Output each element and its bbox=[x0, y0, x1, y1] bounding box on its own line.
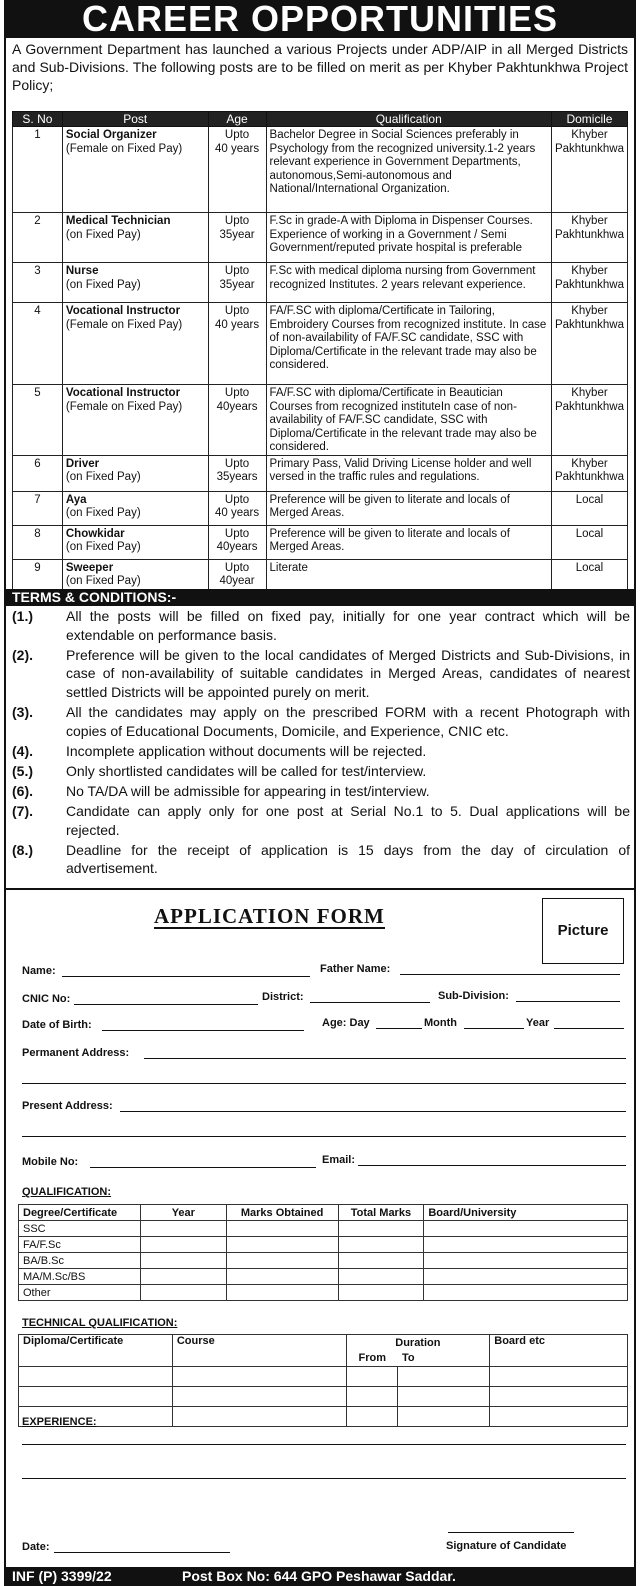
post-age-upto: Upto bbox=[224, 561, 250, 574]
post-age-upto: Upto bbox=[224, 305, 250, 317]
post-age-value: 40year bbox=[219, 575, 255, 587]
name-label: Name: bbox=[22, 965, 56, 977]
post-pay: (on Fixed Pay) bbox=[65, 575, 141, 587]
tech-row[interactable] bbox=[19, 1407, 628, 1427]
sub-division-field[interactable] bbox=[516, 1001, 620, 1002]
post-qualification: FA/F.SC with diploma/Certificate in Tailoring, Embroidery Courses from recognized institute. In case of non-availability of FA/F.SC candidate, SSC with Diploma/Certificate in the relevant trade may also be considered. bbox=[266, 303, 551, 385]
post-age bbox=[208, 559, 266, 591]
qualification-degree: Other bbox=[19, 1285, 141, 1301]
post-pay: (on Fixed Pay) bbox=[65, 471, 141, 483]
post-domicile: Khyber Pakhtunkhwa bbox=[551, 385, 627, 456]
post-row bbox=[13, 263, 628, 303]
post-sno: 6 bbox=[13, 455, 63, 491]
term-text: No TA/DA will be admissible for appearing in test/interview. bbox=[66, 782, 430, 799]
post-pay: (Female on Fixed Pay) bbox=[65, 400, 183, 413]
post-name: Vocational Instructor bbox=[65, 305, 181, 317]
qual-col-year: Year bbox=[140, 1205, 226, 1221]
age-year-field[interactable] bbox=[554, 1028, 624, 1029]
term-item bbox=[12, 841, 630, 878]
term-number: (3). bbox=[12, 703, 33, 720]
age-month-field[interactable] bbox=[464, 1028, 524, 1029]
term-text: All the candidates may apply on the prescribed FORM with a recent Photograph with copies of Educational Documents, Domicile, and Experience, CNIC etc. bbox=[66, 703, 630, 739]
term-item bbox=[12, 703, 630, 740]
post-domicile: Khyber Pakhtunkhwa bbox=[551, 303, 627, 385]
sub-division-label: Sub-Division: bbox=[438, 990, 509, 1002]
tech-col-board: Board etc bbox=[490, 1335, 628, 1367]
post-age bbox=[208, 127, 266, 213]
father-name-field[interactable] bbox=[400, 974, 620, 975]
post-cell bbox=[62, 385, 208, 456]
qualification-row[interactable] bbox=[19, 1221, 628, 1237]
post-row bbox=[13, 213, 628, 263]
col-domicile: Domicile bbox=[551, 112, 627, 127]
term-item bbox=[12, 646, 630, 702]
technical-table bbox=[18, 1334, 628, 1427]
post-qualification: F.Sc with medical diploma nursing from Government recognized Institutes. 2 years relevant experience. bbox=[266, 263, 551, 303]
experience-line-2[interactable] bbox=[22, 1478, 626, 1479]
email-field[interactable] bbox=[358, 1165, 626, 1166]
post-age-value: 35year bbox=[219, 278, 255, 291]
qualification-row[interactable] bbox=[19, 1285, 628, 1301]
date-field[interactable] bbox=[54, 1552, 230, 1553]
footer-ref: INF (P) 3399/22 bbox=[12, 1568, 112, 1584]
tech-col-diploma: Diploma/Certificate bbox=[19, 1335, 173, 1367]
term-item bbox=[12, 802, 630, 839]
signature-field[interactable] bbox=[448, 1532, 574, 1533]
col-sno: S. No bbox=[13, 112, 63, 127]
tech-row[interactable] bbox=[19, 1387, 628, 1407]
qualification-row[interactable] bbox=[19, 1237, 628, 1253]
post-age-value: 35years bbox=[216, 471, 258, 483]
post-age bbox=[208, 303, 266, 385]
post-pay: (on Fixed Pay) bbox=[65, 541, 141, 553]
cnic-label: CNIC No: bbox=[22, 993, 71, 1005]
permanent-address-label: Permanent Address: bbox=[22, 1047, 130, 1059]
qualification-degree: FA/F.Sc bbox=[19, 1237, 141, 1253]
post-age-upto: Upto bbox=[224, 265, 250, 277]
post-qualification: FA/F.SC with diploma/Certificate in Beautician Courses from recognized instituteIn case of non-availability of FA/F.SC candidate, SSC with Diploma/Certificate in the relevant trade may also be considered. bbox=[266, 385, 551, 456]
post-pay: (on Fixed Pay) bbox=[65, 507, 141, 519]
term-number: (4). bbox=[12, 742, 33, 759]
post-domicile: Khyber Pakhtunkhwa bbox=[551, 213, 627, 263]
term-number: (1.) bbox=[12, 608, 33, 624]
post-sno: 1 bbox=[13, 127, 63, 213]
posts-table bbox=[12, 111, 628, 592]
post-cell bbox=[62, 263, 208, 303]
post-cell bbox=[62, 127, 208, 213]
term-text: Candidate can apply only for one post at Serial No.1 to 5. Dual applications will be rejected. bbox=[66, 802, 630, 838]
post-row bbox=[13, 385, 628, 456]
post-age-value: 35year bbox=[219, 228, 255, 241]
term-number: (6). bbox=[12, 782, 33, 799]
post-name: Medical Technician bbox=[65, 215, 171, 227]
tech-row[interactable] bbox=[19, 1367, 628, 1387]
post-age bbox=[208, 525, 266, 559]
picture-box[interactable]: Picture bbox=[542, 898, 624, 964]
post-qualification: F.Sc in grade-A with Diploma in Dispenser Courses. Experience of working in a Government / Semi Government/reputed private hospital is preferable bbox=[266, 213, 551, 263]
post-row bbox=[13, 303, 628, 385]
post-sno: 8 bbox=[13, 525, 63, 559]
terms-heading: TERMS & CONDITIONS:- bbox=[6, 589, 634, 606]
post-age bbox=[208, 385, 266, 456]
post-sno: 7 bbox=[13, 491, 63, 525]
post-qualification: Preference will be given to literate and locals of Merged Areas. bbox=[266, 525, 551, 559]
father-name-label: Father Name: bbox=[320, 963, 391, 975]
post-domicile: Local bbox=[551, 491, 627, 525]
qualification-heading: QUALIFICATION: bbox=[22, 1186, 112, 1198]
post-name: Social Organizer bbox=[65, 129, 157, 141]
post-name: Aya bbox=[65, 493, 87, 506]
post-domicile: Khyber Pakhtunkhwa bbox=[551, 263, 627, 303]
term-number: (8.) bbox=[12, 841, 33, 858]
term-text: Only shortlisted candidates will be called for test/interview. bbox=[66, 762, 427, 779]
post-age-upto: Upto bbox=[224, 457, 250, 470]
post-age-upto: Upto bbox=[224, 493, 250, 506]
permanent-address-field[interactable] bbox=[144, 1058, 626, 1059]
advertisement-page bbox=[4, 0, 636, 1586]
post-age-value: 40years bbox=[216, 541, 258, 553]
post-name: Driver bbox=[65, 457, 100, 470]
term-text: Deadline for the receipt of application is 15 days from the day of circulation of advertisement. bbox=[66, 841, 630, 877]
post-pay: (on Fixed Pay) bbox=[65, 278, 141, 291]
post-sno: 9 bbox=[13, 559, 63, 591]
post-age bbox=[208, 213, 266, 263]
qual-col-board: Board/University bbox=[424, 1205, 628, 1221]
qual-col-total: Total Marks bbox=[338, 1205, 424, 1221]
age-month-label: Month bbox=[424, 1017, 457, 1029]
footer-bar bbox=[6, 1567, 634, 1586]
post-cell bbox=[62, 491, 208, 525]
form-title: APPLICATION FORM bbox=[154, 904, 385, 928]
qualification-table bbox=[18, 1204, 628, 1301]
post-age bbox=[208, 263, 266, 303]
post-pay: (on Fixed Pay) bbox=[65, 228, 141, 241]
dob-field[interactable] bbox=[102, 1030, 304, 1031]
post-pay: (Female on Fixed Pay) bbox=[65, 142, 183, 155]
qualification-row[interactable] bbox=[19, 1269, 628, 1285]
col-qualification: Qualification bbox=[266, 112, 551, 127]
term-item bbox=[12, 782, 630, 801]
post-row bbox=[13, 455, 628, 491]
term-number: (5.) bbox=[12, 762, 33, 779]
district-field[interactable] bbox=[310, 1002, 430, 1003]
post-name: Vocational Instructor bbox=[65, 387, 181, 399]
present-address-label: Present Address: bbox=[22, 1100, 113, 1112]
date-label: Date: bbox=[22, 1541, 50, 1553]
post-name: Sweeper bbox=[65, 561, 114, 574]
post-age-upto: Upto bbox=[224, 387, 250, 399]
post-age bbox=[208, 491, 266, 525]
post-age-upto: Upto bbox=[224, 527, 250, 540]
term-number: (7). bbox=[12, 802, 33, 819]
post-age-value: 40 years bbox=[215, 318, 260, 331]
signature-label: Signature of Candidate bbox=[446, 1540, 567, 1552]
age-year-label: Year bbox=[526, 1017, 550, 1029]
post-cell bbox=[62, 213, 208, 263]
term-item bbox=[12, 742, 630, 761]
post-row bbox=[13, 525, 628, 559]
post-domicile: Khyber Pakhtunkhwa bbox=[551, 455, 627, 491]
term-number: (2). bbox=[12, 646, 33, 663]
mobile-label: Mobile No: bbox=[22, 1156, 79, 1168]
col-post: Post bbox=[62, 112, 208, 127]
term-item bbox=[12, 607, 630, 644]
post-age-value: 40years bbox=[216, 400, 258, 413]
district-label: District: bbox=[262, 991, 304, 1003]
term-text: Preference will be given to the local candidates of Merged Districts and Sub-Divisions, in case of non-availability of suitable candidates in Merged Areas, candidates of nearest settled Districts will be appointed purely on merit. bbox=[66, 646, 630, 700]
present-address-field[interactable] bbox=[120, 1111, 626, 1112]
permanent-address-line2[interactable] bbox=[22, 1083, 626, 1084]
post-qualification: Primary Pass, Valid Driving License holder and well versed in the traffic rules and regulations. bbox=[266, 455, 551, 491]
experience-line-1[interactable] bbox=[22, 1444, 626, 1445]
post-age-value: 40 years bbox=[215, 507, 260, 519]
post-sno: 4 bbox=[13, 303, 63, 385]
qualification-row[interactable] bbox=[19, 1253, 628, 1269]
cnic-field[interactable] bbox=[74, 1004, 258, 1005]
name-field[interactable] bbox=[62, 976, 310, 977]
email-label: Email: bbox=[322, 1154, 356, 1166]
posts-table-header bbox=[13, 112, 628, 127]
post-age bbox=[208, 455, 266, 491]
post-cell bbox=[62, 559, 208, 591]
footer-address: Post Box No: 644 GPO Peshawar Saddar. bbox=[182, 1568, 456, 1584]
term-text: All the posts will be filled on fixed pay, initially for one year contract which will be extendable on performance basis. bbox=[66, 608, 630, 643]
post-row bbox=[13, 127, 628, 213]
post-name: Nurse bbox=[65, 265, 99, 277]
post-cell bbox=[62, 455, 208, 491]
tech-col-from: From bbox=[346, 1351, 398, 1367]
term-text: Incomplete application without documents will be rejected. bbox=[66, 742, 427, 759]
term-item bbox=[12, 762, 630, 781]
tech-col-course: Course bbox=[172, 1335, 346, 1367]
col-age: Age bbox=[208, 112, 266, 127]
post-age-value: 40 years bbox=[215, 142, 260, 155]
experience-heading: EXPERIENCE: bbox=[22, 1416, 97, 1428]
post-qualification: Bachelor Degree in Social Sciences preferably in Psychology from the recognized university.1-2 years relevant experience in Government Departments, autonomous,Semi-autonomous and National/International Organization. bbox=[266, 127, 551, 213]
post-row bbox=[13, 491, 628, 525]
post-age-upto: Upto bbox=[224, 129, 250, 141]
qual-col-degree: Degree/Certificate bbox=[19, 1205, 141, 1221]
tech-col-to: To bbox=[398, 1351, 490, 1367]
dob-label: Date of Birth: bbox=[22, 1019, 92, 1031]
technical-heading: TECHNICAL QUALIFICATION: bbox=[22, 1317, 178, 1329]
post-pay: (Female on Fixed Pay) bbox=[65, 318, 183, 331]
age-day-field[interactable] bbox=[376, 1028, 422, 1029]
qualification-degree: SSC bbox=[19, 1221, 141, 1237]
post-row bbox=[13, 559, 628, 591]
post-name: Chowkidar bbox=[65, 527, 125, 540]
post-sno: 5 bbox=[13, 385, 63, 456]
age-day-label: Age: Day bbox=[322, 1017, 370, 1029]
post-domicile: Local bbox=[551, 525, 627, 559]
post-sno: 3 bbox=[13, 263, 63, 303]
post-domicile: Local bbox=[551, 559, 627, 591]
intro-text: A Government Department has launched a various Projects under ADP/AIP in all Merged Districts and Sub-Divisions. The following posts are to be filled on merit as per Khyber Pakhtunkhwa Project Policy; bbox=[12, 41, 628, 93]
qualification-degree: BA/B.Sc bbox=[19, 1253, 141, 1269]
present-address-line2[interactable] bbox=[22, 1136, 626, 1137]
post-domicile: Khyber Pakhtunkhwa bbox=[551, 127, 627, 213]
post-qualification: Preference will be given to literate and locals of Merged Areas. bbox=[266, 491, 551, 525]
terms-list bbox=[12, 607, 630, 879]
post-cell bbox=[62, 525, 208, 559]
mobile-field[interactable] bbox=[90, 1167, 316, 1168]
page-title: CAREER OPPORTUNITIES bbox=[6, 0, 634, 38]
post-sno: 2 bbox=[13, 213, 63, 263]
qual-col-marks: Marks Obtained bbox=[226, 1205, 338, 1221]
qualification-degree: MA/M.Sc/BS bbox=[19, 1269, 141, 1285]
section-divider bbox=[6, 888, 634, 890]
post-age-upto: Upto bbox=[224, 215, 250, 227]
post-cell bbox=[62, 303, 208, 385]
post-qualification: Literate bbox=[266, 559, 551, 591]
tech-col-duration: Duration bbox=[346, 1335, 490, 1351]
